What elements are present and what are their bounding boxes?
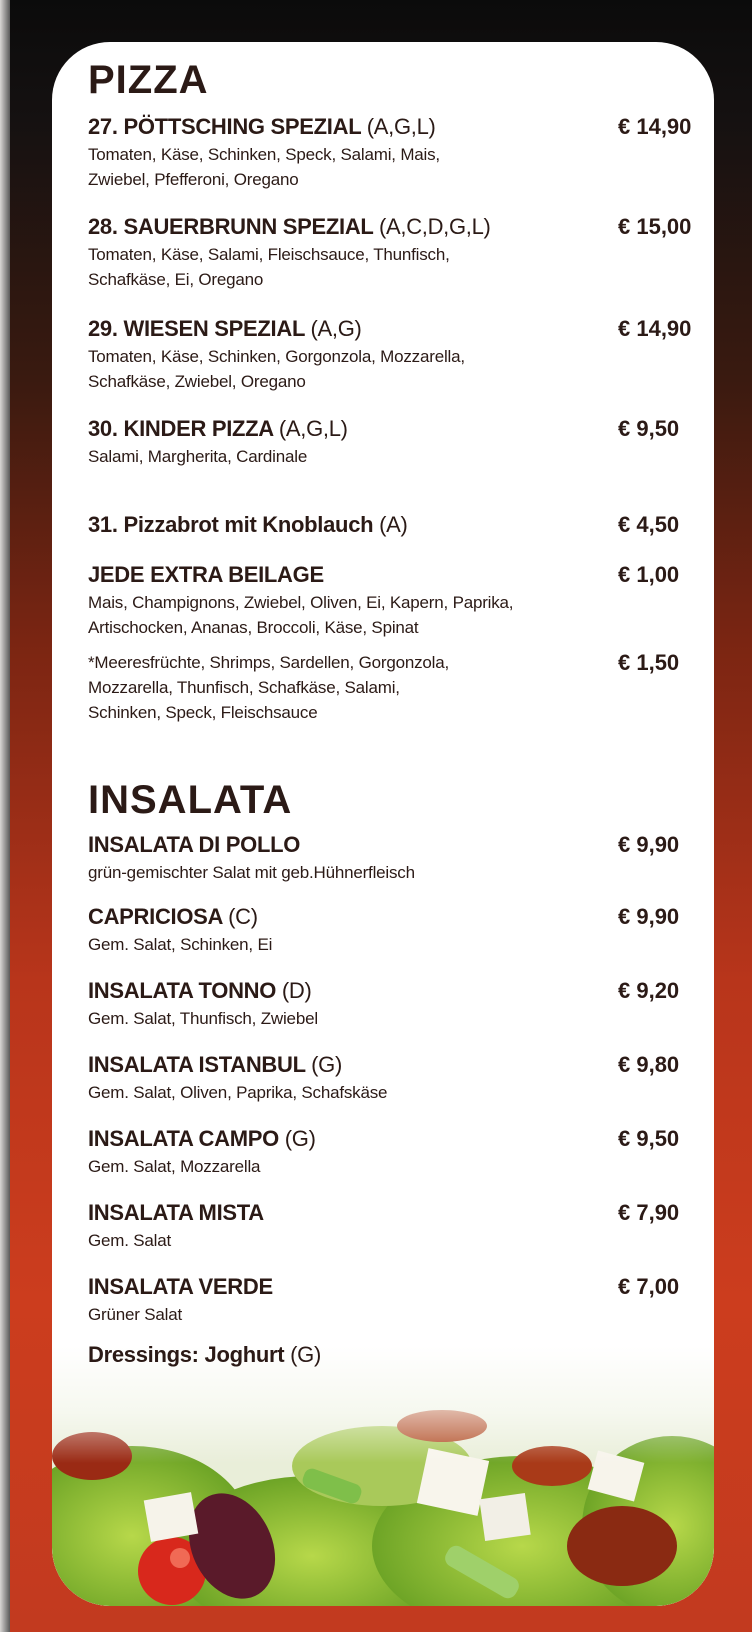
item-price: € 14,90 [618, 316, 692, 341]
menu-item-insalata-istanbul [88, 1052, 688, 1105]
item-name: 28. SAUERBRUNN SPEZIAL (A,C,D,G,L) [88, 214, 491, 239]
item-name: INSALATA ISTANBUL (G) [88, 1052, 343, 1077]
item-description: Gem. Salat [88, 1231, 172, 1250]
item-description: Tomaten, Käse, Schinken, Gorgonzola, Mozzarella, Schafkäse, Zwiebel, Oregano [88, 347, 465, 391]
item-description: Grüner Salat [88, 1305, 182, 1324]
item-allergens: (G) [311, 1052, 343, 1077]
item-name: INSALATA CAMPO (G) [88, 1126, 316, 1151]
item-description: Tomaten, Käse, Schinken, Speck, Salami, Mais, Zwiebel, Pfefferoni, Oregano [88, 145, 440, 189]
dressing-label: Dressings: Joghurt (G) [88, 1342, 321, 1367]
item-price: € 14,90 [618, 114, 692, 139]
item-price: € 9,50 [618, 1126, 680, 1151]
item-name: 27. PÖTTSCHING SPEZIAL (A,G,L) [88, 114, 436, 139]
item-description: grün-gemischter Salat mit geb.Hühnerfleisch [88, 863, 415, 882]
menu-item-premium-extras [88, 650, 688, 725]
item-price: € 7,00 [618, 1274, 680, 1299]
menu-item-pizza-28 [88, 214, 692, 292]
item-name: INSALATA VERDE [88, 1274, 273, 1299]
item-price: € 1,00 [618, 562, 680, 587]
menu-item-insalata-tonno [88, 978, 688, 1031]
item-price: € 4,50 [618, 512, 680, 537]
item-price: € 9,90 [618, 904, 680, 929]
item-name: 29. WIESEN SPEZIAL (A,G) [88, 316, 362, 341]
item-description: Gem. Salat, Thunfisch, Zwiebel [88, 1009, 318, 1028]
menu-item-pizza-27 [88, 114, 692, 192]
menu-item-pizza-29 [88, 316, 692, 394]
item-name: 30. KINDER PIZZA (A,G,L) [88, 416, 348, 441]
menu-item-insalata-mista [88, 1200, 688, 1253]
item-description: Mais, Champignons, Zwiebel, Oliven, Ei, Kapern, Paprika, Artischocken, Ananas, Broccoli, Käse, Spinat [88, 593, 514, 637]
item-allergens: (A,G,L) [366, 114, 436, 139]
insalata-section-title: INSALATA [88, 778, 293, 822]
menu-item-capriciosa [88, 904, 688, 957]
item-description: Salami, Margherita, Cardinale [88, 447, 308, 466]
item-allergens: (D) [281, 978, 312, 1003]
item-name: JEDE EXTRA BEILAGE [88, 562, 324, 587]
item-description: Gem. Salat, Oliven, Paprika, Schafskäse [88, 1083, 388, 1102]
item-price: € 15,00 [618, 214, 692, 239]
item-price: € 7,90 [618, 1200, 680, 1225]
item-description: Tomaten, Käse, Salami, Fleischsauce, Thunfisch, Schafkäse, Ei, Oregano [88, 245, 450, 289]
item-allergens: (A,C,D,G,L) [378, 214, 491, 239]
item-price: € 9,50 [618, 416, 680, 441]
item-price: € 9,90 [618, 832, 680, 857]
item-name: INSALATA TONNO (D) [88, 978, 312, 1003]
pizza-section-title: PIZZA [88, 58, 209, 102]
item-description: Gem. Salat, Schinken, Ei [88, 935, 273, 954]
menu-item-pizza-30 [88, 416, 688, 469]
item-allergens: (A,G,L) [278, 416, 348, 441]
menu-panel [52, 42, 714, 1606]
item-allergens: (A) [379, 512, 408, 537]
menu-item-insalata-di-pollo [88, 832, 688, 885]
item-name: 31. Pizzabrot mit Knoblauch (A) [88, 512, 408, 537]
item-name: CAPRICIOSA (C) [88, 904, 258, 929]
menu-item-pizza-31 [88, 512, 688, 538]
salad-illustration [52, 1346, 714, 1606]
salad-photo [52, 1346, 714, 1606]
menu-item-insalata-campo [88, 1126, 688, 1179]
item-name: INSALATA DI POLLO [88, 832, 301, 857]
dressing-line [88, 1342, 688, 1368]
item-price: € 9,20 [618, 978, 680, 1003]
page-edge [0, 0, 10, 1632]
menu-item-insalata-verde [88, 1274, 688, 1327]
item-price: € 9,80 [618, 1052, 680, 1077]
item-name: INSALATA MISTA [88, 1200, 264, 1225]
item-allergens: (C) [228, 904, 258, 929]
menu-item-extra-beilage [88, 562, 688, 640]
item-allergens: (G) [290, 1342, 321, 1367]
item-description: Gem. Salat, Mozzarella [88, 1157, 261, 1176]
item-description: *Meeresfrüchte, Shrimps, Sardellen, Gorgonzola, Mozzarella, Thunfisch, Schafkäse, Salami, Schinken, Speck, Fleischsauce [88, 653, 449, 722]
item-price: € 1,50 [618, 650, 680, 675]
item-allergens: (A,G) [310, 316, 362, 341]
item-allergens: (G) [284, 1126, 316, 1151]
